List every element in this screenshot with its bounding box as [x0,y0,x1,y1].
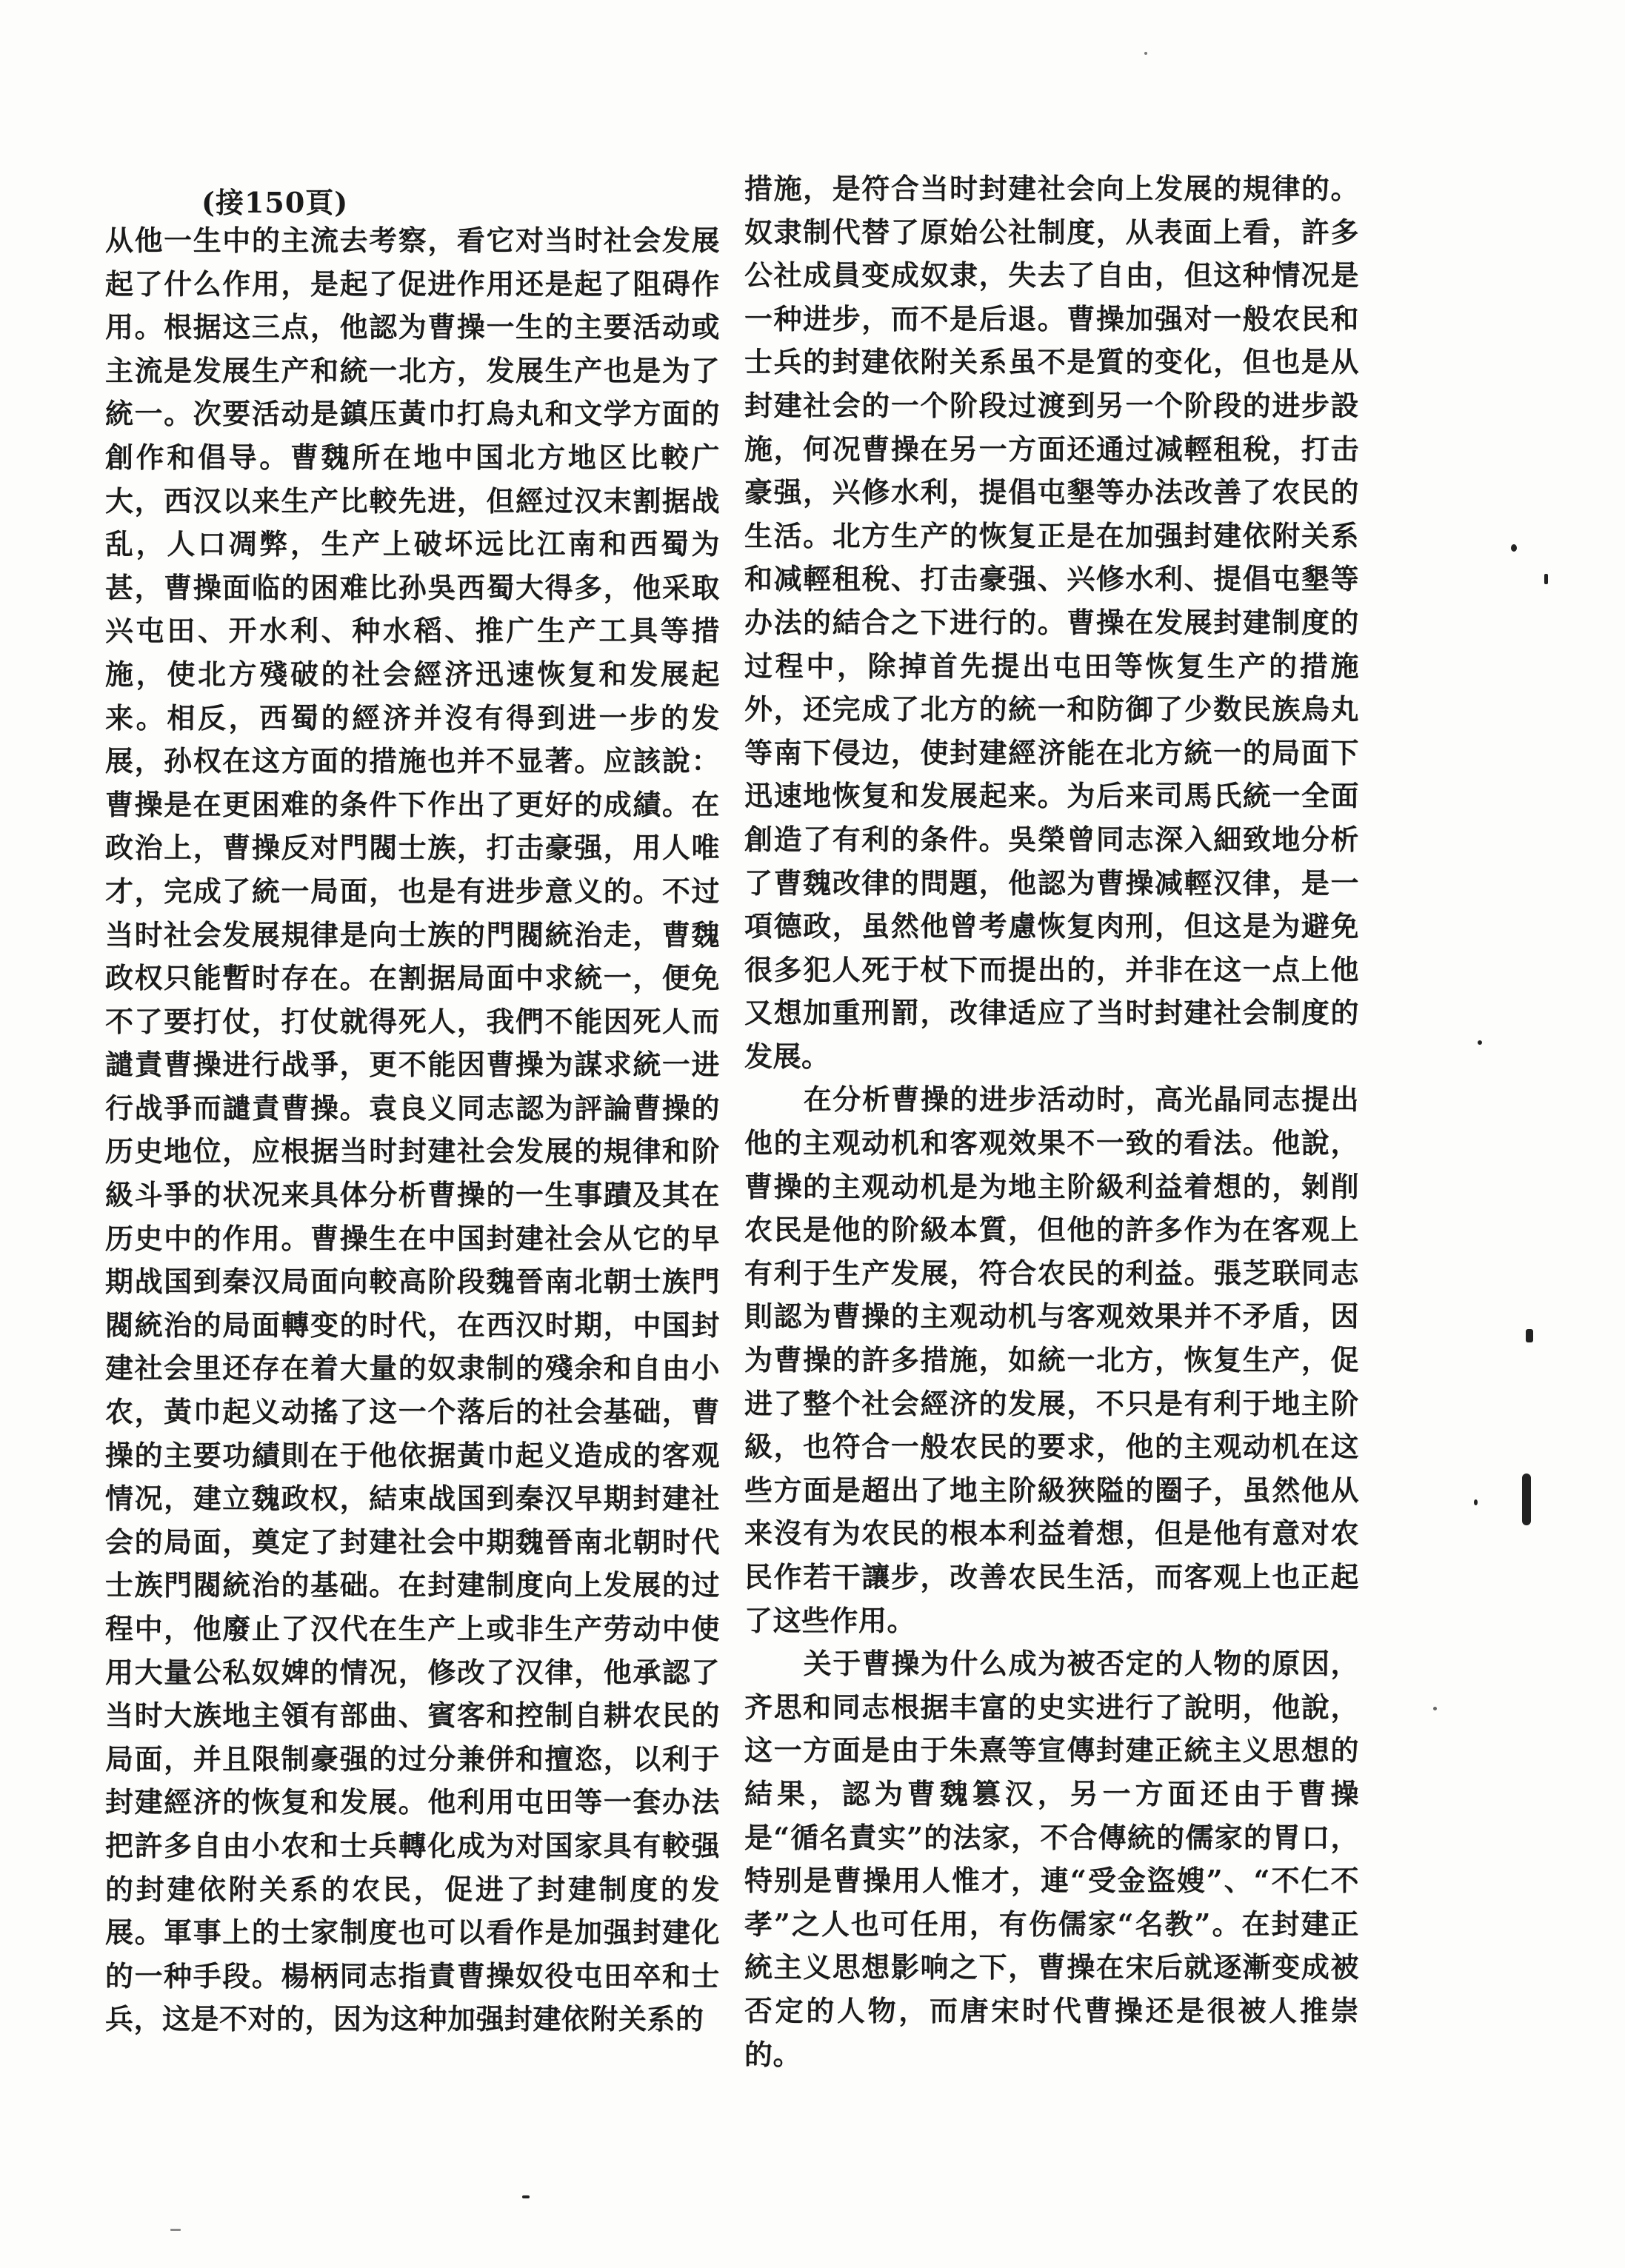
right-paragraph-1: 措施，是符合当时封建社会向上发展的規律的。奴隶制代替了原始公社制度，从表面上看，許多公社成員变成奴隶，失去了自由，但这种情况是一种进步，而不是后退。曹操加强对一般农民和士兵的封建依附关系虽不是質的变化，但也是从封建社会的一个阶段过渡到另一个阶段的进步設施，何况曹操在另一方面还通过减輕租稅，打击豪强，兴修水利，提倡屯墾等办法改善了农民的生活。北方生产的恢复正是在加强封建依附关系和减輕租稅、打击豪强、兴修水利、提倡屯墾等办法的結合之下进行的。曹操在发展封建制度的过程中，除掉首先提出屯田等恢复生产的措施外，还完成了北方的統一和防御了少数民族烏丸等南下侵边，使封建經济能在北方統一的局面下迅速地恢复和发展起来。为后来司馬氏統一全面創造了有利的条件。吳榮曾同志深入細致地分析了曹魏改律的問題，他認为曹操减輕汉律，是一項德政，虽然他曾考慮恢复肉刑，但这是为避免很多犯人死于杖下而提出的，并非在这一点上他又想加重刑罰，改律适应了当时封建社会制度的发展。 [744,172,1359,1073]
left-paragraph-1: 从他一生中的主流去考察，看它对当时社会发展起了什么作用，是起了促进作用还是起了阻碍作用。根据这三点，他認为曹操一生的主要活动或主流是发展生产和統一北方，发展生产也是为了統一。次要活动是鎮压黃巾打烏丸和文学方面的創作和倡导。曹魏所在地中国北方地区比較广大，西汉以来生产比較先进，但經过汉末割据战乱，人口凋弊，生产上破坏远比江南和西蜀为甚，曹操面临的困难比孙吳西蜀大得多，他采取兴屯田、开水利、种水稻、推广生产工具等措施，使北方殘破的社会經济迅速恢复和发展起来。相反，西蜀的經济并沒有得到进一步的发展，孙权在这方面的措施也并不显著。应該說：曹操是在更困难的条件下作出了更好的成績。在政治上，曹操反对門閥士族，打击豪强，用人唯才，完成了統一局面，也是有进步意义的。不过当时社会发展規律是向士族的門閥統治走，曹魏政权只能暫时存在。在割据局面中求統一，便免不了要打仗，打仗就得死人，我們不能因死人而譴責曹操进行战爭，更不能因曹操为謀求統一进行战爭而譴責曹操。袁良义同志認为評論曹操的历史地位，应根据当时封建社会发展的規律和阶級斗爭的状况来具体分析曹操的一生事蹟及其在历史中的作用。曹操生在中国封建社会从它的早期战国到秦汉局面向較高阶段魏晉南北朝士族門閥統治的局面轉变的时代，在西汉时期，中国封建社会里还存在着大量的奴隶制的殘余和自由小农，黃巾起义动搖了这一个落后的社会基础，曹操的主要功績則在于他依据黃巾起义造成的客观情况，建立魏政权，結束战国到秦汉早期封建社会的局面，奠定了封建社会中期魏晉南北朝时代士族門閥統治的基础。在封建制度向上发展的过程中，他廢止了汉代在生产上或非生产劳动中使用大量公私奴婢的情况，修改了汉律，他承認了当时大族地主領有部曲、賓客和控制自耕农民的局面，并且限制豪强的过分兼併和擅恣，以利于封建經济的恢复和发展。他利用屯田等一套办法把許多自由小农和士兵轉化成为对国家具有較强的封建依附关系的农民，促进了封建制度的发展。軍事上的士家制度也可以看作是加强封建化的一种手段。楊柄同志指責曹操奴役屯田卒和士兵，这是不对的，因为这种加强封建依附关系的 [105,224,720,2036]
scan-speck [1544,574,1548,584]
right-paragraph-2: 在分析曹操的进步活动时，高光晶同志提出他的主观动机和客观效果不一致的看法。他說，曹操的主观动机是为地主阶級利益着想的，剝削农民是他的阶級本質，但他的許多作为在客观上有利于生产发展，符合农民的利益。張芝联同志則認为曹操的主观动机与客观效果并不矛盾，因为曹操的許多措施，如統一北方，恢复生产，促进了整个社会經济的发展，不只是有利于地主阶級，也符合一般农民的要求，他的主观动机在这些方面是超出了地主阶級狹隘的圈子，虽然他从来沒有为农民的根本利益着想，但是他有意对农民作若干讓步，改善农民生活，而客观上也正起了这些作用。 [744,1083,1359,1637]
scan-speck [1478,1040,1482,1045]
scan-speck [1511,544,1517,552]
scan-speck [170,2229,181,2231]
scan-speck [522,2195,530,2198]
scan-speck [1526,1329,1533,1342]
right-paragraph-3: 关于曹操为什么成为被否定的人物的原因，齐思和同志根据丰富的史实进行了說明，他說，这一方面是由于朱熹等宣傳封建正統主义思想的結果，認为曹魏篡汉，另一方面还由于曹操是“循名責实”的法家，不合傳統的儒家的胃口，特别是曹操用人惟才，連“受金盜嫂”、“不仁不孝”之人也可任用，有伤儒家“名教”。在封建正統主义思想影响之下，曹操在宋后就逐漸变成被否定的人物，而唐宋时代曹操还是很被人推崇的。 [744,1647,1359,2071]
scan-speck [1474,1499,1478,1505]
scan-speck [1522,1473,1531,1525]
scan-speck [1433,1707,1437,1710]
right-column [744,167,1359,2076]
left-column [105,170,720,2041]
scan-speck [1144,52,1147,55]
continued-from-note: (接150頁) [201,186,349,219]
